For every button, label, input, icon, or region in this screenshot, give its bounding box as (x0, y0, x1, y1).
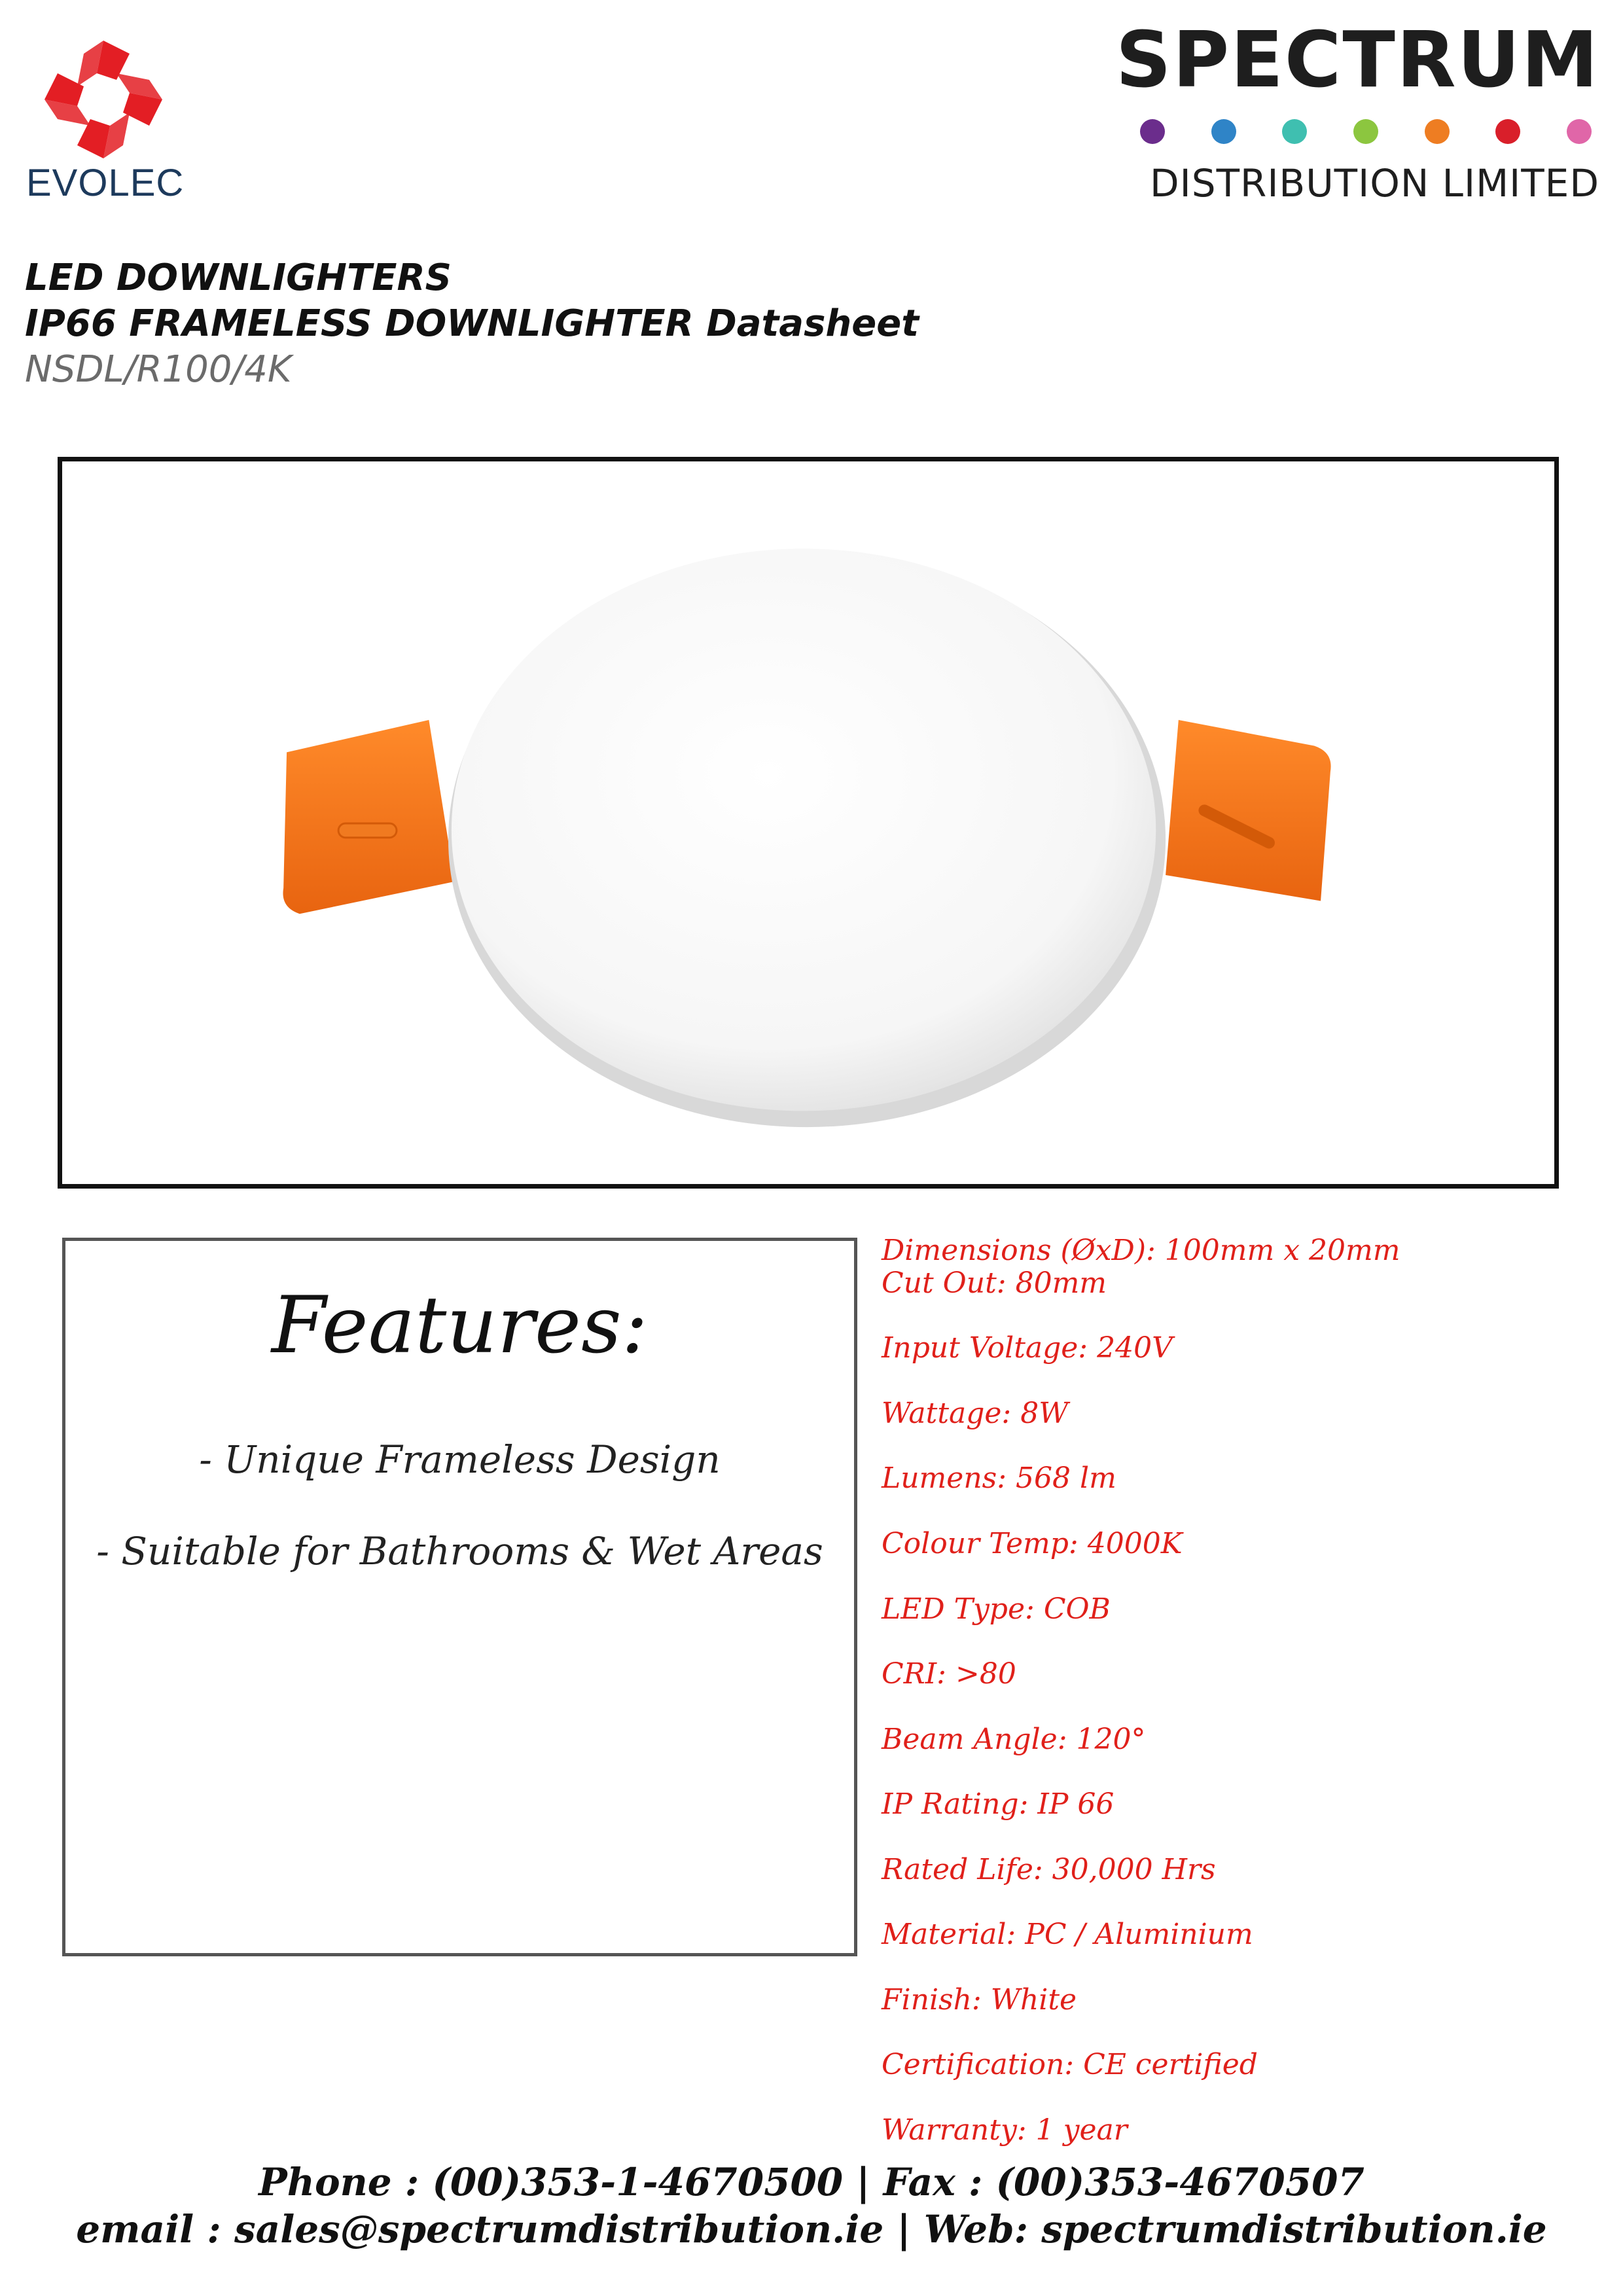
spec-lumens: Lumens: 568 lm (882, 1462, 1116, 1495)
spectrum-subtitle: DISTRIBUTION LIMITED (1150, 161, 1599, 206)
spec-dimensions: Dimensions (ØxD): 100mm x 20mm (882, 1234, 1400, 1267)
spec-finish: Finish: White (882, 1983, 1077, 2017)
spectrum-dot (1495, 119, 1520, 144)
product-title: IP66 FRAMELESS DOWNLIGHTER Datasheet (25, 302, 919, 345)
footer-email-web: email : sales@spectrumdistribution.ie | Web: spectrumdistribution.ie (76, 2207, 1547, 2251)
spec-cri: CRI: >80 (882, 1657, 1016, 1691)
spec-colour-temp: Colour Temp: 4000K (882, 1527, 1183, 1560)
spectrum-dot (1211, 119, 1236, 144)
footer-phone-fax: Phone : (00)353-1-4670500 | Fax : (00)353-4670507 (259, 2160, 1364, 2204)
spectrum-color-dots (1140, 119, 1592, 145)
spectrum-dot (1282, 119, 1307, 144)
evolec-brand-name: EVOLEC (26, 162, 185, 204)
spectrum-dot (1140, 119, 1165, 144)
evolec-logo-icon (38, 34, 169, 165)
spectrum-dot (1353, 119, 1378, 144)
spec-certification: Certification: CE certified (882, 2048, 1258, 2081)
category-title: LED DOWNLIGHTERS (25, 257, 452, 299)
spec-cut-out: Cut Out: 80mm (882, 1266, 1107, 1300)
spec-warranty: Warranty: 1 year (882, 2113, 1128, 2147)
spec-led-type: LED Type: COB (882, 1592, 1111, 1626)
feature-item: - Suitable for Bathrooms & Wet Areas (96, 1529, 823, 1573)
spec-ip-rating: IP Rating: IP 66 (882, 1787, 1115, 1821)
spec-wattage: Wattage: 8W (882, 1397, 1069, 1430)
features-box (62, 1238, 857, 1956)
feature-item: - Unique Frameless Design (199, 1437, 721, 1482)
spectrum-dot (1567, 119, 1592, 144)
downlighter-image (62, 461, 1554, 1184)
spectrum-brand-name: SPECTRUM (1115, 14, 1599, 105)
spec-material: Material: PC / Aluminium (882, 1918, 1253, 1951)
spec-rated-life: Rated Life: 30,000 Hrs (882, 1853, 1216, 1886)
product-image-frame (58, 457, 1559, 1189)
spec-beam-angle: Beam Angle: 120° (882, 1723, 1146, 1756)
features-heading: Features: (271, 1280, 649, 1371)
product-code: NSDL/R100/4K (25, 348, 292, 391)
spectrum-dot (1425, 119, 1450, 144)
spec-input-voltage: Input Voltage: 240V (882, 1331, 1173, 1365)
